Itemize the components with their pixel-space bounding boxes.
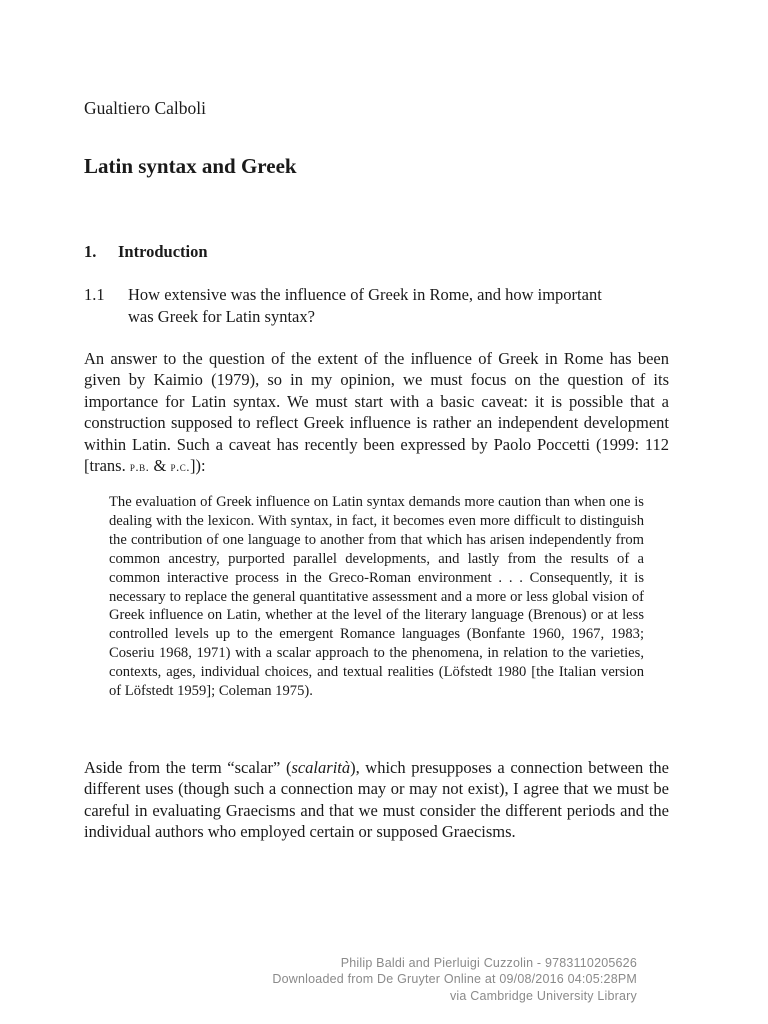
paragraph-2 [84,757,669,843]
paragraph-1-text: An answer to the question of the extent of the influence of Greek in Rome has been given by Kaimio (1979), so in my opinion, we must focus on the question of its importance for Latin syntax. We must start with a basic caveat: it is possible that a construction supposed to reflect Greek influence is rather an independent development within Latin. Such a caveat has recently been expressed by Paolo Poccetti (1999: 112 [trans. [84,349,669,476]
subsection-number: 1.1 [84,285,105,304]
ampersand: & [149,456,171,476]
paragraph-1-close: ]): [189,456,206,476]
paragraph-1 [84,348,669,477]
chapter-title: Latin syntax and Greek [84,154,297,178]
block-quote: The evaluation of Greek influence on Latin syntax demands more caution than when one is dealing with the lexicon. With syntax, in fact, it becomes even more difficult to distinguish the contribution of one language to another from that which has arisen independently from common ancestry, purported parallel developments, and lastly from the results of a common interactive process in the Greco-Roman environment . . . Consequently, it is necessary to replace the general quantitative assessment and a more or less global vision of Greek influence on Latin, whether at the level of the literary language (Brenous) or at less controlled levels up to the emergent Romance languages (Bonfante 1960, 1967, 1983; Coseriu 1968, 1971) with a scalar approach to the phenomena, in relation to the varieties, contexts, ages, individual choices, and textual realities (Löfstedt 1980 [the Italian version of Löfstedt 1959]; Coleman 1975). [109,494,644,700]
download-footer [272,955,637,1004]
subsection-question [84,284,669,328]
footer-line-1: Philip Baldi and Pierluigi Cuzzolin - 9783110205626 [340,956,637,970]
author-name: Gualtiero Calboli [84,98,206,118]
initials-pc: p.c. [170,459,190,475]
section-number: 1. [84,242,97,261]
subsection-text: How extensive was the influence of Greek in Rome, and how important was Greek for Latin syntax? [128,285,602,326]
paragraph-2-italic-term: scalarità [291,758,351,777]
paragraph-2-after: ), which presupposes a connection between the different uses (though such a connection may or may not exist), I agree that we must be careful in evaluating Graecisms and that we must consider the different periods and the individual authors who employed certain or supposed Graecisms. [84,758,669,842]
paragraph-2-before: Aside from the term “scalar” ( [84,758,292,777]
section-title: Introduction [118,242,208,261]
footer-line-3: via Cambridge University Library [449,988,637,1003]
section-heading [84,241,208,263]
initials-pb: p.b. [129,459,150,475]
footer-line-2: Downloaded from De Gruyter Online at 09/08/2016 04:05:28PM [272,972,637,987]
